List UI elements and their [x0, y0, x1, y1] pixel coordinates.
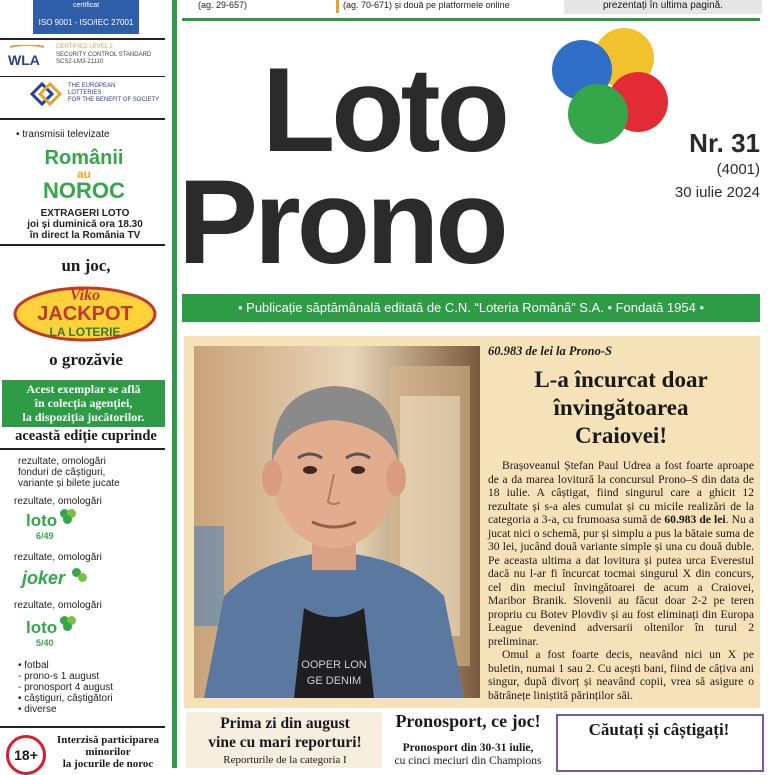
draw-line: în direct la România TV: [29, 230, 141, 241]
contents-block: [18, 456, 120, 489]
column-divider: [172, 0, 177, 768]
cert-standard: ISO 9001 - ISO/IEC 27001: [38, 18, 134, 27]
el-line: THE EUROPEAN: [68, 83, 116, 89]
logo-text: loto: [26, 511, 58, 530]
contents-list: [18, 660, 113, 715]
top-strip-note: (ag. 70-671) și două pe platformele online: [336, 0, 561, 13]
teaser-title[interactable]: [190, 714, 380, 752]
contents-line: variante și bilete jucate: [18, 478, 120, 489]
draw-title: EXTRAGERI LOTO: [40, 208, 130, 219]
teaser-title[interactable]: Pronosport, ce joc!: [395, 711, 541, 731]
article-kicker: 60.983 de lei la Prono-S: [488, 344, 612, 358]
rn-line: NOROC: [43, 178, 125, 203]
article-headline: [488, 366, 754, 450]
publication-tagline: • Publicație săptămânală editată de C.N. “Loteria Română” S.A. • Fondată 1954 •: [182, 294, 760, 322]
wla-line: SCS2-LM3-21110: [56, 59, 104, 65]
wla-logo: [6, 45, 48, 69]
divider: [0, 726, 165, 728]
teaser-body: Reporturile de la categoria I: [223, 754, 347, 766]
divider: [0, 448, 165, 450]
headline-line: L-a încurcat doar: [534, 367, 708, 392]
masthead-title-line1: Loto: [262, 43, 506, 177]
contents-line: fonduri de câștiguri,: [18, 467, 106, 478]
contents-line: • fotbal: [18, 660, 49, 671]
contents-line: • diverse: [18, 704, 57, 715]
contents-heading: această ediție cuprinde: [15, 428, 157, 444]
el-line: FOR THE BENEFIT OF SOCIETY: [68, 97, 160, 103]
issue-number: Nr. 31: [689, 128, 760, 158]
clover-icon: [63, 622, 72, 631]
teaser-title-line: Prima zi din august: [220, 715, 350, 732]
wla-certification-text: [56, 44, 168, 67]
headline-line: învingătoarea: [553, 395, 689, 420]
article-paragraph: [488, 459, 754, 648]
shirt-text: OOPER LON: [301, 659, 367, 671]
body-text: Brașoveanul Ștefan Paul Udrea a fost foarte aproape de a da marea lovitură la concursul Prono–S din data de 18 iulie. A câștigat, fiind singurul care a ghicit 12 rezultate și s-a ales cumulat și cu micile realizări de la categoria a 3-a, cu frumoasa sumă de: [488, 459, 754, 526]
body-text: . Nu a jucat nici o schemă, pur și simplu a pus la bătaie suma de 30 lei, jucând două variante simple și una cu două duble. Pe aceasta ultima a dat lovitura și putea urca Everestul dacă nu l-ar fi încurcat tocmai singurul X din concurs, cel din meciul învingătoarei de acum a Craiovei, Maribor Branik. Slovenii au făcut doar 2-2 pe teren propriu cu Botev Plovdiv și au fost eliminați din Europa League devenind adversarii oltenilor în turul 2 preliminar.: [488, 513, 754, 648]
clover-icon: [63, 515, 72, 524]
logo-text: loto: [26, 618, 58, 637]
european-lotteries-icon: [28, 80, 64, 110]
promo-line-top: un joc,: [61, 256, 111, 275]
draw-schedule: [10, 208, 160, 241]
clover-icon: [78, 573, 87, 582]
teaser-title-line: vine cu mari reporturi!: [208, 734, 362, 751]
wla-line: SECURITY CONTROL STANDARD: [56, 51, 152, 58]
teaser-title[interactable]: Căutați și câștigați!: [588, 720, 730, 739]
viko-jackpot-logo: [12, 280, 158, 344]
headline-line: Craiovei!: [575, 423, 667, 448]
teaser-body: [388, 742, 548, 768]
loto-540-logo: [26, 618, 86, 652]
top-rule: [182, 18, 760, 21]
tv-broadcast-note: • transmisii televizate: [16, 129, 110, 140]
loto-649-logo: [26, 511, 86, 545]
rn-line: Românii: [44, 147, 124, 169]
issue-total-number: (4001): [716, 161, 760, 178]
cert-label: certificat: [72, 2, 100, 9]
logo-text: joker: [22, 568, 66, 588]
divider: [0, 244, 165, 246]
contents-line: • câștiguri, câștigători: [18, 693, 113, 704]
shirt-text: GE DENIM: [306, 675, 362, 687]
top-strip-note: prezentați în ultima pagină.: [564, 0, 762, 14]
romanii-au-noroc-logo: [20, 148, 148, 202]
contents-line: - pronosport 4 august: [18, 682, 114, 693]
article-paragraph: Omul a fost foarte decis, neavând nici un X pe buletin, numai 1 sau 2. Cu acești bani, fiind de câțiva ani singur, după divorț și neavând copii, vrea să asigure o bătrânețe liniștită părinților săi.: [488, 648, 754, 702]
warning-line: minorilor: [85, 746, 131, 758]
minors-warning: [46, 734, 170, 770]
masthead-title-line2: Prono: [178, 155, 505, 289]
warning-line: Interzisă participarea: [56, 734, 160, 746]
european-lotteries-text: [68, 83, 168, 104]
divider: [0, 38, 165, 40]
divider: [0, 118, 165, 120]
article-body: [488, 459, 754, 702]
contents-line: - prono-s 1 august: [18, 671, 100, 682]
collection-notice: [2, 380, 165, 427]
certification-badge: [33, 0, 139, 34]
promo-line-bottom: o grozăvie: [49, 350, 123, 369]
wla-line: CERTIFIED LEVEL 2: [56, 44, 113, 50]
contents-line: rezultate, omologări: [18, 456, 106, 467]
wla-abbr: WLA: [8, 52, 40, 68]
prize-amount: 60.983 de lei: [664, 513, 726, 526]
winner-photo: [194, 346, 480, 698]
contents-line: rezultate, omologări: [14, 496, 102, 507]
ball-green: [568, 84, 628, 144]
teaser-body-line: Pronosport din 30-31 iulie,: [402, 742, 534, 754]
logo-subtext: 6/49: [36, 531, 54, 541]
jackpot-bot: LA LOTERIE: [49, 325, 121, 339]
teaser-body-line: cu cinci meciuri din Champions: [394, 755, 542, 767]
jackpot-top: Viko: [69, 287, 101, 304]
notice-line: la dispoziția jucătorilor.: [22, 410, 145, 424]
jackpot-mid: JACKPOT: [37, 303, 133, 325]
contents-line: rezultate, omologări: [14, 552, 102, 563]
notice-line: Acest exemplar se află: [26, 382, 141, 396]
age-restriction-badge: 18+: [6, 735, 46, 775]
rn-line: au: [76, 167, 91, 181]
notice-line: în colecția agenției,: [34, 396, 133, 410]
lottery-balls-logo: [548, 24, 672, 148]
el-line: LOTTERIES: [68, 90, 102, 96]
contents-line: rezultate, omologări: [14, 600, 102, 611]
top-strip-note: (ag. 29-657): [198, 0, 248, 10]
logo-subtext: 5/40: [36, 638, 54, 648]
issue-date: 30 iulie 2024: [674, 184, 760, 201]
divider: [0, 76, 165, 77]
draw-line: joi și duminică ora 18.30: [27, 219, 143, 230]
joker-logo: [22, 568, 92, 592]
warning-line: la jocurile de noroc: [62, 758, 154, 770]
